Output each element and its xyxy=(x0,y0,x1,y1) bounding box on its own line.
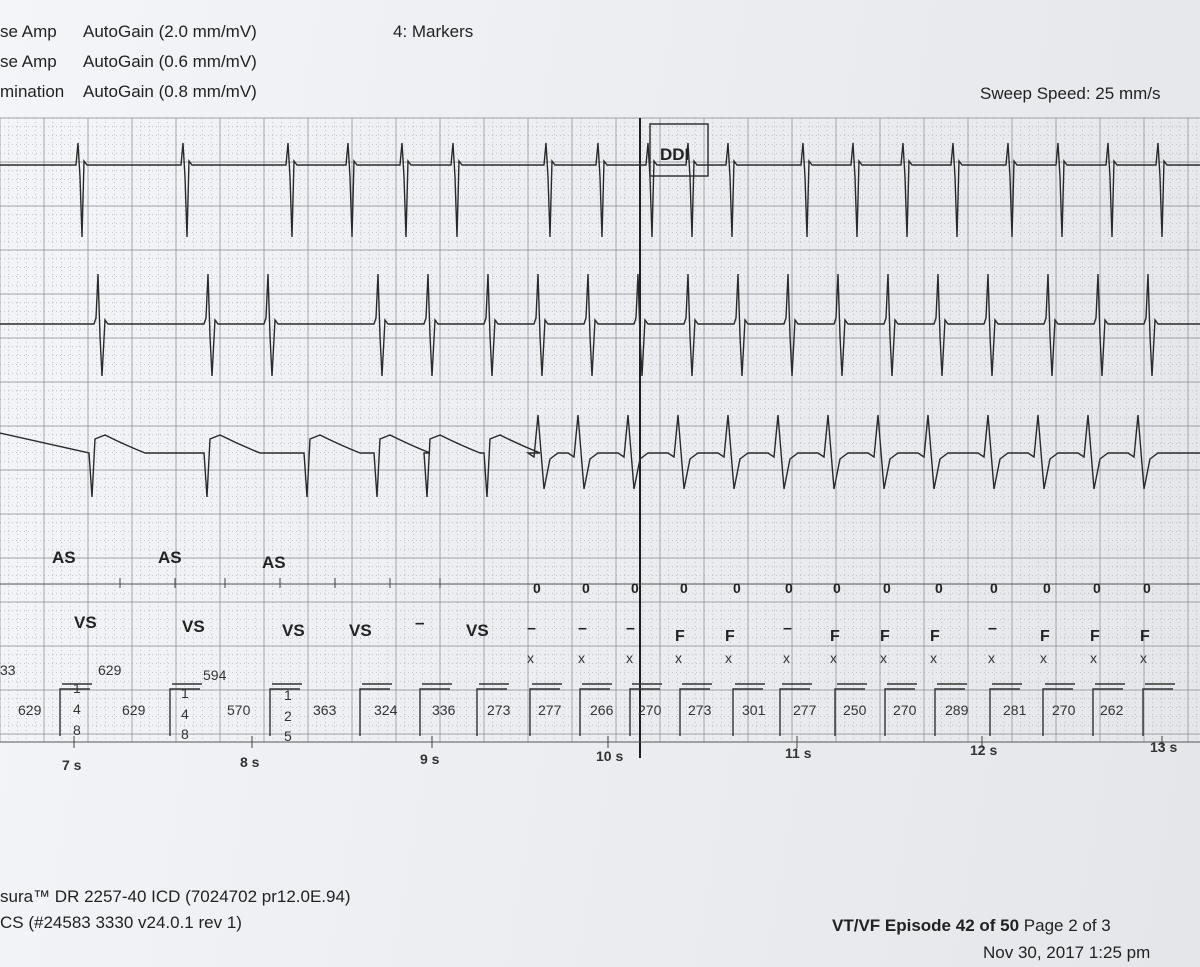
cross-marker: x xyxy=(830,650,837,666)
cross-marker: x xyxy=(578,650,585,666)
fraction-3-top: 1 xyxy=(284,687,292,703)
episode-title: VT/VF Episode 42 of 50 xyxy=(832,916,1020,935)
ecg-grid xyxy=(0,118,1200,773)
interval-value: 570 xyxy=(227,702,251,718)
channel-3-gain: AutoGain (0.8 mm/mV) xyxy=(83,82,257,101)
f-marker: F xyxy=(1040,628,1050,645)
vs-marker-3: VS xyxy=(282,621,305,640)
time-label: 7 s xyxy=(62,757,82,773)
dash-marker: – xyxy=(988,620,997,637)
f-marker: F xyxy=(1090,628,1100,645)
as-marker-2: AS xyxy=(158,548,182,567)
interval-top-1: 33 xyxy=(0,662,16,678)
zero-marker: 0 xyxy=(935,580,943,596)
zero-marker: 0 xyxy=(833,580,841,596)
cross-marker: x xyxy=(930,650,937,666)
interval-value: 270 xyxy=(638,702,662,718)
interval-value: 281 xyxy=(1003,702,1027,718)
page-indicator: Page 2 of 3 xyxy=(1023,916,1111,935)
cross-marker: x xyxy=(1040,650,1047,666)
interval-value: 363 xyxy=(313,702,337,718)
zero-marker: 0 xyxy=(533,580,541,596)
fraction-2-top: 1 xyxy=(181,685,189,701)
fraction-1-top: 1 xyxy=(73,680,81,696)
fraction-2-bot: 8 xyxy=(181,726,189,742)
cross-marker: x xyxy=(783,650,790,666)
cross-marker: x xyxy=(1090,650,1097,666)
time-label: 10 s xyxy=(596,748,624,764)
interval-value: 273 xyxy=(487,702,511,718)
f-marker: F xyxy=(675,628,685,645)
f-marker: F xyxy=(725,628,735,645)
marker-sequence xyxy=(120,578,1151,666)
interval-bracket xyxy=(1143,689,1173,736)
device-line-2: CS (#24583 3330 v24.0.1 rev 1) xyxy=(0,913,242,932)
interval-value: 273 xyxy=(688,702,712,718)
ecg-trace-2 xyxy=(0,274,1200,376)
episode-line xyxy=(832,916,1111,936)
ecg-trace-3 xyxy=(0,415,1200,497)
dash-marker: – xyxy=(578,620,587,637)
zero-marker: 0 xyxy=(1043,580,1051,596)
interval-value: 629 xyxy=(122,702,146,718)
cross-marker: x xyxy=(725,650,732,666)
as-marker-1: AS xyxy=(52,548,76,567)
interval-value: 277 xyxy=(793,702,817,718)
channel-2-name: se Amp xyxy=(0,52,57,71)
channel-1-gain: AutoGain (2.0 mm/mV) xyxy=(83,22,257,41)
time-label: 12 s xyxy=(970,742,998,758)
f-marker: F xyxy=(1140,628,1150,645)
time-label: 13 s xyxy=(1150,739,1178,755)
interval-value: 262 xyxy=(1100,702,1124,718)
interval-value: 336 xyxy=(432,702,456,718)
interval-value: 270 xyxy=(893,702,917,718)
f-marker: F xyxy=(830,628,840,645)
cross-marker: x xyxy=(1140,650,1147,666)
interval-value: 301 xyxy=(742,702,766,718)
interval-value: 270 xyxy=(1052,702,1076,718)
channel-1-name: se Amp xyxy=(0,22,57,41)
time-label: 11 s xyxy=(785,745,812,761)
fraction-3-bot: 5 xyxy=(284,728,292,744)
interval-top-2: 629 xyxy=(98,662,122,678)
cross-marker: x xyxy=(626,650,633,666)
fraction-1-bot: 8 xyxy=(73,722,81,738)
minor-grid xyxy=(0,118,1200,742)
vs-marker-4: VS xyxy=(349,621,372,640)
zero-marker: 0 xyxy=(1143,580,1151,596)
channel-3-name: mination xyxy=(0,82,65,101)
vs-marker-2: VS xyxy=(182,617,205,636)
vs-marker-1: VS xyxy=(74,613,97,632)
zero-marker: 0 xyxy=(680,580,688,596)
fraction-3-mid: 2 xyxy=(284,708,292,724)
zero-marker: 0 xyxy=(1093,580,1101,596)
markers-channel-label: 4: Markers xyxy=(393,22,474,41)
interval-value: 289 xyxy=(945,702,969,718)
dash-marker: – xyxy=(527,620,536,637)
dash-marker-1: – xyxy=(415,613,425,632)
interval-values xyxy=(18,684,1175,736)
episode-date: Nov 30, 2017 1:25 pm xyxy=(983,943,1151,962)
dash-marker: – xyxy=(626,620,635,637)
ddi-label: DDI xyxy=(660,145,690,164)
f-marker: F xyxy=(930,628,940,645)
f-marker: F xyxy=(880,628,890,645)
vs-marker-5: VS xyxy=(466,621,489,640)
interval-value: 250 xyxy=(843,702,867,718)
cross-marker: x xyxy=(675,650,682,666)
fraction-1-mid: 4 xyxy=(73,701,81,717)
dash-marker: – xyxy=(783,620,792,637)
zero-marker: 0 xyxy=(582,580,590,596)
fraction-3 xyxy=(284,687,292,744)
marker-channel xyxy=(52,548,489,640)
time-label: 8 s xyxy=(240,754,260,770)
zero-marker: 0 xyxy=(785,580,793,596)
channel-2-gain: AutoGain (0.6 mm/mV) xyxy=(83,52,257,71)
interval-value: 629 xyxy=(18,702,42,718)
as-marker-3: AS xyxy=(262,553,286,572)
sweep-speed: Sweep Speed: 25 mm/s xyxy=(980,84,1161,103)
ecg-trace-1 xyxy=(0,143,1200,237)
zero-marker: 0 xyxy=(733,580,741,596)
interval-value: 266 xyxy=(590,702,614,718)
zero-marker: 0 xyxy=(631,580,639,596)
fraction-2 xyxy=(181,685,189,742)
device-line-1: sura™ DR 2257-40 ICD (7024702 pr12.0E.94) xyxy=(0,887,351,906)
zero-marker: 0 xyxy=(883,580,891,596)
fraction-2-mid: 4 xyxy=(181,706,189,722)
interval-value: 324 xyxy=(374,702,398,718)
interval-value: 277 xyxy=(538,702,562,718)
cross-marker: x xyxy=(880,650,887,666)
interval-top-3: 594 xyxy=(203,667,227,683)
cross-marker: x xyxy=(527,650,534,666)
cross-marker: x xyxy=(988,650,995,666)
major-grid xyxy=(0,118,1200,742)
zero-marker: 0 xyxy=(990,580,998,596)
time-label: 9 s xyxy=(420,751,440,767)
